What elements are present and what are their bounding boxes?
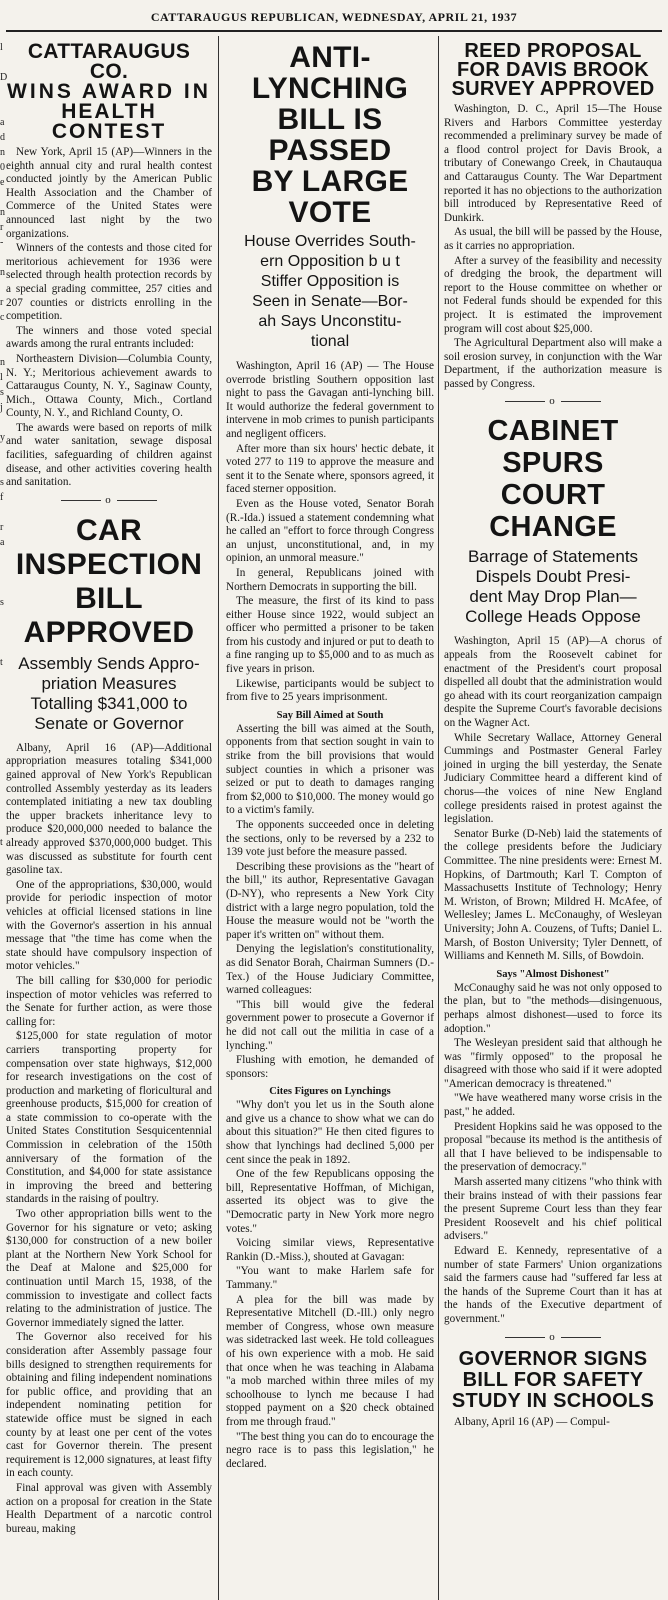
- article-body: [226, 360, 434, 705]
- margin-fragment: l: [0, 42, 3, 53]
- margin-fragment: [0, 640, 5, 655]
- margin-fragment: [0, 340, 5, 355]
- margin-fragment: [0, 325, 5, 340]
- paragraph: "This bill would give the federal government power to prosecute a Governor if he did not call out the militia in case of a lynching.": [226, 998, 434, 1052]
- margin-fragment: [0, 715, 5, 730]
- separator: o: [444, 1331, 662, 1343]
- headline-line: COURT CHANGE: [489, 479, 617, 544]
- deck-line: House Overrides South-: [244, 233, 416, 250]
- paragraph: "We have weathered many worse crisis in the past," he added.: [444, 1092, 662, 1119]
- margin-fragment: [0, 700, 5, 715]
- margin-fragment: [0, 670, 5, 685]
- margin-fragment: c: [0, 312, 5, 323]
- paragraph: New York, April 15 (AP)—Winners in the eighth annual city and rural health contest conducted jointly by the American Public Health Association and the Chamber of Commerce of the United States were announced last night by the two organizations.: [6, 146, 212, 240]
- headline-line: REED PROPOSAL: [464, 40, 642, 62]
- paragraph: A plea for the bill was made by Representative Mitchell (D.-Ill.) only negro member of Congress, whose own measure was sidetracked last week. He told colleagues of his own experience with a mob. He said that once when he was teaching in Alabama "a mob marched within three miles of my schoolhouse to lynch me because I had stopped payment on a $20 check obtained from me through fraud.": [226, 1293, 434, 1428]
- deck: [230, 232, 430, 352]
- article-body: [444, 1416, 662, 1430]
- margin-fragment: n: [0, 267, 5, 278]
- margin-fragment: -: [0, 237, 4, 248]
- margin-fragment: [0, 610, 5, 625]
- margin-fragment: f: [0, 492, 4, 503]
- column-center: [226, 36, 434, 1600]
- paragraph: Marsh asserted many citizens "who think with their brains instead of with their passions fear the present Supreme Court less than they fear President Roosevelt and his chief political advisers.": [444, 1176, 662, 1243]
- masthead-rule: [6, 30, 662, 32]
- margin-fragment: [0, 805, 5, 820]
- paragraph: Even as the House voted, Senator Borah (R.-Ida.) issued a statement condemning what he called an "effort to force through Congress an unjust, unconstitutional, and, in my opinion, an unmoral measure.": [226, 497, 434, 565]
- margin-fragment: r: [0, 522, 4, 533]
- headline-anti-lynching: [226, 42, 434, 228]
- margin-fragment: d: [0, 132, 5, 143]
- margin-fragment: [0, 685, 5, 700]
- deck-line: Seen in Senate—Bor-: [252, 293, 408, 310]
- deck-line: Dispels Doubt Presi-: [475, 567, 631, 587]
- margin-fragment: s: [0, 477, 4, 488]
- paragraph: "The best thing you can do to encourage the negro race is to pass this legislation," he declared.: [226, 1430, 434, 1470]
- separator: o: [444, 395, 662, 407]
- headline-line: HEALTH CONTEST: [51, 100, 167, 143]
- paragraph: In general, Republicans joined with Northern Democrats in supporting the bill.: [226, 566, 434, 593]
- margin-fragment: s: [0, 597, 4, 608]
- paragraph: While Secretary Wallace, Attorney General Cummings and Postmaster General Farley joined in urging the bill yesterday, the Senate Judiciary Committee heard a different kind of chorus—the voices of nine New England college presidents raised in protest against the legislation.: [444, 731, 662, 826]
- deck-line: Barrage of Statements: [467, 547, 639, 567]
- paragraph: Denying the legislation's constitutionality, as did Senator Borah, Chairman Sumners (D.-Tex.) of the House Judiciary Committee, warned colleagues:: [226, 943, 434, 997]
- margin-fragment: t: [0, 837, 3, 848]
- margin-fragment: [0, 550, 5, 565]
- headline-line: CATTARAUGUS CO.: [27, 40, 191, 83]
- margin-fragment: [0, 820, 5, 835]
- column-left: [6, 36, 212, 1600]
- deck-line: ah Says Unconstitu-: [258, 313, 402, 330]
- margin-fragment: [0, 760, 5, 775]
- column-right: [444, 36, 662, 1600]
- margin-fragment: [0, 460, 5, 475]
- margin-fragment: 0: [0, 162, 5, 173]
- separator: o: [6, 494, 212, 506]
- paragraph: The Governor also received for his consideration after Assembly passage four bills designed to strengthen requirements for obtaining and filing independent nominations for public office, and providing that an independent nominating petition for statewide office must be signed in each county by at least one per cent of the votes cast for Governor therein. The present requirement is 12,000 signatures, at least fifty in each county.: [6, 1331, 212, 1480]
- paragraph: The Wesleyan president said that although he was "firmly opposed" to the proposal he disagreed with those who said if it were adopted "American democracy is threatened.": [444, 1037, 662, 1090]
- paragraph: Flushing with emotion, he demanded of sponsors:: [226, 1054, 434, 1080]
- subhead: Cites Figures on Lynchings: [269, 1086, 391, 1098]
- paragraph: McConaughy said he was not only opposed to the plan, but to "the methods—disingenuous, perhaps almost dishonest—used to force its adoption.": [444, 981, 662, 1035]
- paragraph: One of the appropriations, $30,000, would provide for periodic inspection of motor vehicles at official licensed stations in line with the Governor's assertion in his annual message that "the time has come when the state should have compulsory inspection of motor vehicles.": [6, 878, 212, 973]
- paragraph: "Why don't you let us in the South alone and give us a chance to show what we can do about this situation?" He then cited figures to show that lynchings had declined 5,000 per cent since the peak in 1892.: [226, 1099, 434, 1166]
- article-body: [444, 982, 662, 1327]
- deck-line: priation Measures: [41, 673, 177, 693]
- headline-line: CAR INSPECTION: [15, 513, 203, 581]
- paragraph: Two other appropriation bills went to the Governor for his signature or veto; asking $130,000 for construction of a new boiler plant at the Northern New York School for the Deaf at Malone and $25,000 for continuation until March 15, 1938, of the commission to investigate and collect facts relating to the administration of justice. The Governor immediately signed the latter.: [6, 1208, 212, 1329]
- deck-line: College Heads Oppose: [465, 607, 641, 627]
- article-body: [444, 635, 662, 963]
- headline-line: BILL FOR SAFETY: [462, 1368, 644, 1391]
- deck-line: tional: [310, 333, 350, 350]
- paragraph: Winners of the contests and those cited for meritorious achievement for 1936 were selected through health protection records by a special grading committee, 257 cities and 207 counties or districts enrolling in the competition.: [6, 242, 212, 323]
- deck-line: dent May Drop Plan—: [469, 587, 637, 607]
- headline-line: BILL APPROVED: [23, 581, 195, 649]
- margin-fragment: t: [0, 657, 3, 668]
- margin-fragment: [0, 250, 5, 265]
- margin-fragment: [0, 85, 5, 100]
- article-body: [226, 723, 434, 1081]
- margin-fragment: e: [0, 177, 5, 188]
- subhead: Say Bill Aimed at South: [276, 709, 384, 721]
- margin-fragment: [0, 580, 5, 595]
- masthead: [0, 0, 668, 34]
- margin-fragment: r: [0, 297, 4, 308]
- margin-fragment: [0, 415, 5, 430]
- headline-line: SURVEY APPROVED: [451, 78, 655, 100]
- headline-line: CABINET SPURS: [487, 415, 619, 480]
- headline-line: WINS AWARD IN: [7, 80, 211, 103]
- paragraph: Asserting the bill was aimed at the South, opponents from that section sought in vain to strike from the bill provisions that would subject counties in which a prisoner was seized or put to death to damages ranging from $2,000 to $10,000. The money would go to a victim's family.: [226, 722, 434, 817]
- paragraph: The Agricultural Department also will make a soil erosion survey, in conjunction with the War Department, if the authorization measure is passed by Congress.: [444, 337, 662, 390]
- headline-cabinet-spurs: [444, 415, 662, 543]
- paragraph: The measure, the first of its kind to pass either House since 1922, would subject an officer who permitted a prisoner to be taken from his custody and injured or put to death to a fine ranging up to $5,000 and to as much as five years in prison.: [226, 595, 434, 676]
- paragraph: After more than six hours' hectic debate, it voted 277 to 119 to approve the measure and sent it to the Senate where, sponsors agreed, it faced sterner opposition.: [226, 442, 434, 496]
- paragraph: The opponents succeeded once in deleting the sections, only to be reversed by a 232 to 139 vote just before the measure passed.: [226, 819, 434, 859]
- deck-line: Assembly Sends Appro-: [18, 653, 200, 673]
- margin-fragment: [0, 445, 5, 460]
- margin-fragment: [0, 280, 5, 295]
- margin-fragment: D: [0, 72, 8, 83]
- left-margin-fragments: [0, 40, 8, 1600]
- margin-fragment: [0, 505, 5, 520]
- paragraph: The winners and those voted special awards among the rural entrants included:: [6, 324, 212, 351]
- margin-fragment: [0, 100, 5, 115]
- headline-davis-brook: [444, 42, 662, 99]
- paragraph: Albany, April 16 (AP)—Additional appropriation measures totaling $341,000 gained approval of New York's Republican controlled Assembly yesterday as its leaders contemplated initiating a new tax doubling the upper brackets inheritance levy to produce $20,000,000 needed to balance the already approved $370,000,000 budget. This was discussed as substitute for fourth cent gasoline tax.: [6, 741, 212, 877]
- headline-line: ANTI-LYNCHING: [251, 41, 409, 105]
- headline-health-contest: [6, 42, 212, 142]
- deck-line: ern Opposition b u t: [260, 253, 400, 270]
- subhead: Says "Almost Dishonest": [496, 968, 610, 980]
- deck: [10, 654, 208, 734]
- paragraph: Edward E. Kennedy, representative of a number of state Farmers' Union organizations said the farmers cause had "suffered far less at the hands of the Supreme Court than it has at the hands of the Executive department of government.": [444, 1245, 662, 1325]
- paragraph: Senator Burke (D-Neb) laid the statements of the college presidents before the Judiciary Committee. The nine presidents were: Ernest M. Hopkins, of Dartmouth; Karl T. Compton of Massachusetts Institute of Technology; Henry M. Wriston, of Brown; Mildred H. McAfee, of Wellesley; James L. McConaughy, of Wesleyan University; John A. Couzens, of Tufts; Daniel L. Marsh, of Boston University; Tyler Dennett, of Williams and Kenneth M. Sills, of Bowdoin.: [444, 827, 662, 963]
- margin-fragment: [0, 190, 5, 205]
- headline-governor-signs: [444, 1349, 662, 1412]
- column-rule: [438, 36, 439, 1600]
- headline-line: STUDY IN SCHOOLS: [451, 1389, 655, 1412]
- margin-fragment: a: [0, 537, 5, 548]
- margin-fragment: [0, 745, 5, 760]
- paragraph: President Hopkins said he was opposed to the proposal "because its method is the antithesis of all that I have believed to be indispensable to the preservation of democracy.": [444, 1120, 662, 1174]
- margin-fragment: [0, 55, 5, 70]
- article-body: [444, 103, 662, 391]
- paragraph: Final approval was given with Assembly action on a proposal for creation in the State Health Department of a narcotic control bureau, making: [6, 1481, 212, 1535]
- paragraph: "You want to make Harlem safe for Tammany.": [226, 1265, 434, 1291]
- paragraph: Describing these provisions as the "heart of the bill," its author, Representative Gavagan (D-NY), who represents a New York City district with a large negro population, told the House the measure would not be "worth the paper it's written on" without them.: [226, 860, 434, 941]
- margin-fragment: l: [0, 372, 3, 383]
- paragraph: $125,000 for state regulation of motor carriers transporting property for compensation over state highways, $12,000 for research investigations on the cost of production and marketing of floricultural and greenhouse products, $15,000 for creation of a state commission to co-operate with the United States Constitution Sesquicentennial Commission in celebration of the 150th anniversary of the formation of the Constitution, and $4,000 for state assistance in improving the breed and bettering standards in the raising of poultry.: [6, 1030, 212, 1206]
- deck-line: Totalling $341,000 to: [30, 693, 188, 713]
- margin-fragment: n: [0, 147, 5, 158]
- paragraph: The awards were based on reports of milk and water sanitation, sewage disposal facilities, safeguarding of children against disease, and other activities covering health and sanitation.: [6, 421, 212, 489]
- article-body: [226, 1099, 434, 1471]
- paragraph: One of the few Republicans opposing the bill, Representative Hoffman, of Michigan, asserted its object was to give the "Democratic party in New York more negro votes.": [226, 1168, 434, 1235]
- paragraph: Washington, D. C., April 15—The House Rivers and Harbors Committee yesterday recommended a preliminary survey be made of a flood control project for Davis Brook, a tributary of Conewango Creek, in Chautauqua and Cattaraugus County. The War Department reported it has no objections to the authorization bill introduced by Representative Reed of Dunkirk.: [444, 103, 662, 224]
- paragraph: Northeastern Division—Columbia County, N. Y.; Meritorious achievement awards to Cattaraugus County, N. Y., Saginaw County, Mich., Ottawa County, Mich., Cortland County, N. Y., and Richland County, O.: [6, 352, 212, 420]
- margin-fragment: j: [0, 402, 3, 413]
- margin-fragment: y: [0, 432, 5, 443]
- headline-line: FOR DAVIS BROOK: [457, 59, 649, 81]
- paragraph: After a survey of the feasibility and necessity of dredging the brook, the department will report to the House committee on whether or not Federal funds should be expended for this project. It is estimated the improvement program will cost about $25,000.: [444, 254, 662, 335]
- margin-fragment: [0, 565, 5, 580]
- deck: [448, 547, 658, 627]
- paragraph: Likewise, participants would be subject to from five to 25 years imprisonment.: [226, 677, 434, 704]
- margin-fragment: r: [0, 222, 4, 233]
- paragraph: The bill calling for $30,000 for periodic inspection of motor vehicles was referred to the Senate for further action, as were those calling for:: [6, 974, 212, 1028]
- masthead-title: CATTARAUGUS REPUBLICAN, WEDNESDAY, APRIL 21, 1937: [150, 10, 518, 24]
- headline-line: GOVERNOR SIGNS: [458, 1347, 648, 1370]
- margin-fragment: [0, 730, 5, 745]
- margin-fragment: n: [0, 357, 5, 368]
- margin-fragment: s: [0, 387, 4, 398]
- deck-line: Stiffer Opposition is: [260, 273, 400, 290]
- paragraph: Albany, April 16 (AP) — Compul-: [454, 1415, 610, 1428]
- margin-fragment: [0, 790, 5, 805]
- column-rule: [218, 36, 219, 1600]
- headline-car-inspection: [6, 514, 212, 650]
- margin-fragment: n: [0, 207, 5, 218]
- margin-fragment: [0, 625, 5, 640]
- paragraph: Washington, April 15 (AP)—A chorus of appeals from the Roosevelt cabinet for enactment of the President's court proposal dispelled all doubt that the administration would go ahead with its court reorganization campaign despite the Supreme Court's favorable decisions on the Wagner Act.: [444, 635, 662, 730]
- paragraph: Voicing similar views, Representative Rankin (D.-Miss.), shouted at Gavagan:: [226, 1237, 434, 1263]
- margin-fragment: a: [0, 117, 5, 128]
- headline-line: BY LARGE VOTE: [251, 165, 409, 229]
- paragraph: As usual, the bill will be passed by the House, as it carries no appropriation.: [444, 226, 662, 252]
- article-body: [6, 146, 212, 490]
- article-body: [6, 742, 212, 1536]
- deck-line: Senate or Governor: [34, 713, 184, 733]
- paragraph: Washington, April 16 (AP) — The House overrode bristling Southern opposition last night to pass the Gavagan anti-lynching bill. It would authorize the federal government to intervene in mob crimes to punish participants and negligent officers.: [226, 360, 434, 440]
- margin-fragment: [0, 775, 5, 790]
- headline-line: BILL IS PASSED: [268, 103, 392, 167]
